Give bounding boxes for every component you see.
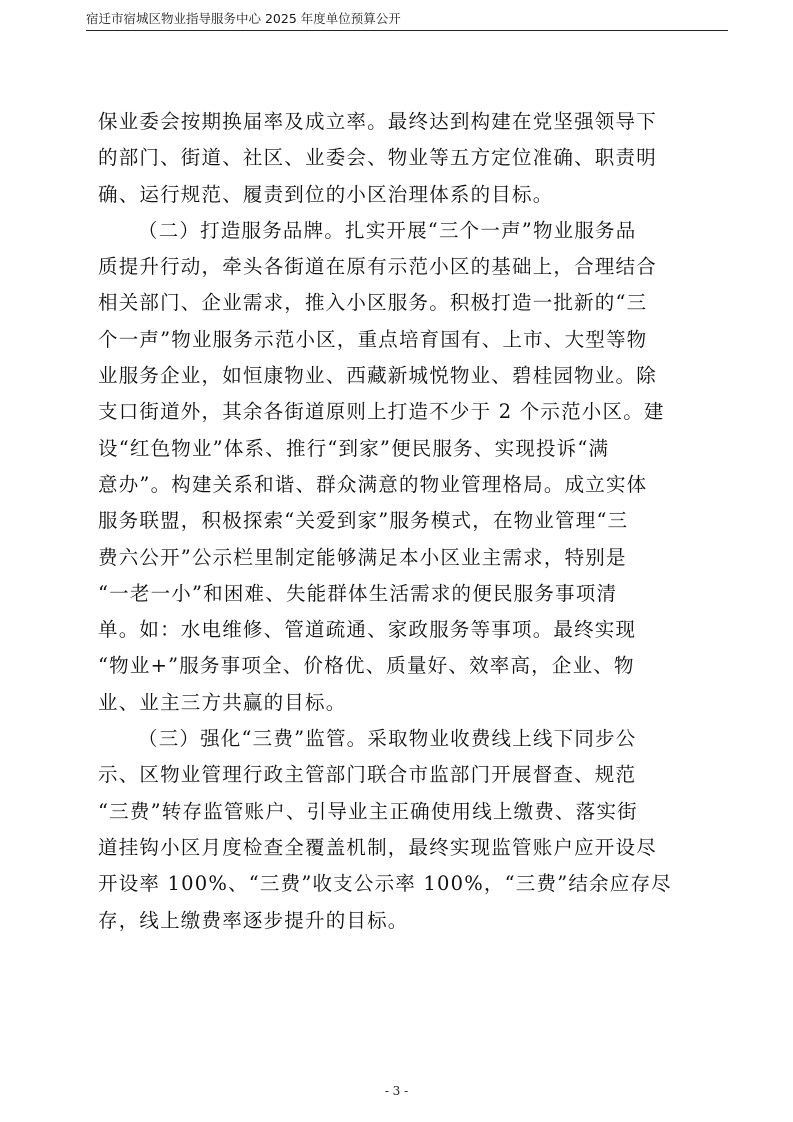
section-heading-line: （三）强化“三费”监管。采取物业收费线上线下同步公: [138, 727, 637, 751]
body-line: 业服务企业，如恒康物业、西藏新城悦物业、碧桂园物业。除: [98, 364, 657, 388]
body-line: 确、运行规范、履责到位的小区治理体系的目标。: [98, 182, 554, 206]
body-line: 个一声”物业服务示范小区，重点培育国有、上市、大型等物: [98, 327, 648, 351]
body-line: 单。如：水电维修、管道疏通、家政服务等事项。最终实现: [98, 618, 637, 642]
body-line: “物业+”服务事项全、价格优、质量好、效率高，企业、物: [98, 654, 635, 678]
page-number: - 3 -: [384, 1084, 409, 1098]
body-line: 业、业主三方共赢的目标。: [98, 690, 347, 714]
body-line: 存，线上缴费率逐步提升的目标。: [98, 908, 409, 932]
section-heading-line: （二）打造服务品牌。扎实开展“三个一声”物业服务品: [138, 218, 637, 242]
header-divider: [86, 30, 728, 31]
running-header: 宿迁市宿城区物业指导服务中心 2025 年度单位预算公开: [86, 11, 401, 26]
body-line: 支口街道外，其余各街道原则上打造不少于 2 个示范小区。建: [98, 400, 665, 424]
body-line: 道挂钩小区月度检查全覆盖机制，最终实现监管账户应开设尽: [98, 835, 657, 859]
body-line: 质提升行动，牵头各街道在原有示范小区的基础上，合理结合: [98, 255, 657, 279]
body-line: 意办”。构建关系和谐、群众满意的物业管理格局。成立实体: [98, 472, 648, 496]
body-line: 开设率 100%、“三费”收支公示率 100%，“三费”结余应存尽: [98, 872, 672, 896]
body-line: 服务联盟，积极探索“关爱到家”服务模式，在物业管理“三: [98, 509, 629, 533]
body-line: 的部门、街道、社区、业委会、物业等五方定位准确、职责明: [98, 146, 657, 170]
body-line: “一老一小”和困难、失能群体生活需求的便民服务事项清: [98, 581, 618, 605]
body-line: 费六公开”公示栏里制定能够满足本小区业主需求，特别是: [98, 545, 627, 569]
body-line: 设“红色物业”体系、推行“到家”便民服务、实现投诉“满: [98, 436, 610, 460]
body-text: [98, 104, 708, 939]
body-line: 相关部门、企业需求，推入小区服务。积极打造一批新的“三: [98, 291, 648, 315]
body-line: 保业委会按期换届率及成立率。最终达到构建在党坚强领导下: [98, 110, 657, 133]
body-line: “三费”转存监管账户、引导业主正确使用线上缴费、落实街: [98, 799, 638, 823]
body-line: 示、区物业管理行政主管部门联合市监部门开展督查、规范: [98, 763, 637, 787]
